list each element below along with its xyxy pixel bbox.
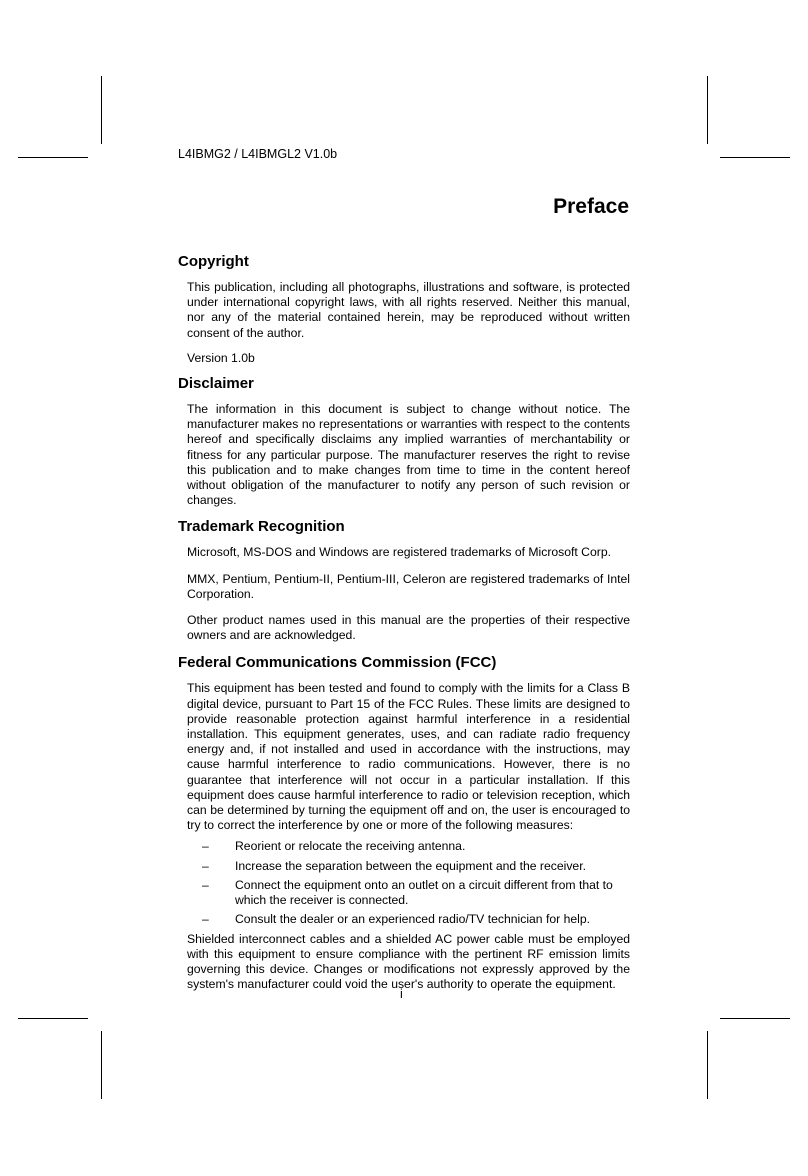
version-text: Version 1.0b bbox=[187, 350, 255, 365]
trademark-others: Other product names used in this manual are the properties of their respective owners and are acknowledged. bbox=[187, 613, 630, 643]
list-item bbox=[187, 839, 630, 854]
running-header: L4IBMG2 / L4IBMGL2 V1.0b bbox=[178, 147, 338, 161]
crop-mark-bottom-left-horizontal bbox=[18, 1018, 88, 1019]
measure-text: Connect the equipment onto an outlet on a circuit different from that to which the receiver is connected. bbox=[235, 877, 613, 908]
dash-marker: – bbox=[202, 912, 209, 927]
page-title: Preface bbox=[553, 195, 629, 218]
list-item bbox=[187, 859, 630, 874]
page-number: i bbox=[400, 987, 403, 1001]
measure-text: Consult the dealer or an experienced radio/TV technician for help. bbox=[235, 912, 591, 927]
fcc-intro: This equipment has been tested and found to comply with the limits for a Class B digital device, pursuant to Part 15 of the FCC Rules. These limits are designed to provide reasonable protection against harmful interference in a residential installation. This equipment generates, uses, and can radiate radio frequency energy and, if not installed and used in accordance with the instructions, may cause harmful interference to radio communications. However, there is no guarantee that interference will not occur in a particular installation. If this equipment does cause harmful interference to radio or television reception, which can be determined by turning the equipment off and on, the user is encouraged to try to correct the interference by one or more of the following measures: bbox=[187, 681, 630, 833]
list-item bbox=[187, 912, 630, 927]
trademark-microsoft: Microsoft, MS-DOS and Windows are registered trademarks of Microsoft Corp. bbox=[187, 545, 611, 560]
copyright-paragraph: This publication, including all photographs, illustrations and software, is protected under international copyright laws, with all rights reserved. Neither this manual, nor any of the material contained herein, may be reproduced without written consent of the author. bbox=[187, 280, 630, 340]
crop-mark-top-right-horizontal bbox=[720, 157, 790, 158]
trademark-heading: Trademark Recognition bbox=[178, 518, 345, 536]
fcc-heading: Federal Communications Commission (FCC) bbox=[178, 654, 497, 672]
copyright-body bbox=[187, 280, 630, 366]
dash-marker: – bbox=[202, 877, 209, 892]
crop-mark-top-right-vertical bbox=[707, 76, 708, 144]
copyright-section bbox=[178, 252, 630, 366]
measure-text: Increase the separation between the equipment and the receiver. bbox=[235, 858, 586, 873]
disclaimer-section bbox=[178, 374, 630, 508]
fcc-measures-list bbox=[187, 839, 630, 927]
trademark-body bbox=[187, 545, 630, 643]
disclaimer-paragraph: The information in this document is subject to change without notice. The manufacturer makes no representations or warranties with respect to the contents hereof and specifically disclaims any implied warranties of merchantability or fitness for any particular purpose. The manufacturer reserves the right to revise this publication and to make changes from time to time in the content hereof without obligation of the manufacturer to notify any person of such revision or changes. bbox=[187, 402, 630, 508]
copyright-heading: Copyright bbox=[178, 253, 249, 270]
fcc-section bbox=[178, 653, 630, 992]
dash-marker: – bbox=[202, 839, 209, 854]
crop-mark-top-left-vertical bbox=[101, 76, 102, 144]
disclaimer-body bbox=[187, 402, 630, 508]
crop-mark-top-left-horizontal bbox=[18, 157, 88, 158]
measure-text: Reorient or relocate the receiving antenna. bbox=[235, 839, 466, 854]
fcc-body bbox=[187, 681, 630, 992]
trademark-intel: MMX, Pentium, Pentium-II, Pentium-III, Celeron are registered trademarks of Intel Corporation. bbox=[187, 571, 630, 601]
crop-mark-bottom-left-vertical bbox=[101, 1031, 102, 1099]
crop-mark-bottom-right-vertical bbox=[707, 1031, 708, 1099]
list-item bbox=[187, 878, 630, 908]
fcc-closing: Shielded interconnect cables and a shielded AC power cable must be employed with this equipment to ensure compliance with the pertinent RF emission limits governing this device. Changes or modifications not expressly approved by the system's manufacturer could void the user's authority to operate the equipment. bbox=[187, 931, 630, 992]
dash-marker: – bbox=[202, 858, 209, 873]
trademark-section bbox=[178, 517, 630, 643]
disclaimer-heading: Disclaimer bbox=[178, 375, 254, 393]
page-content bbox=[178, 252, 630, 992]
crop-mark-bottom-right-horizontal bbox=[720, 1018, 790, 1019]
